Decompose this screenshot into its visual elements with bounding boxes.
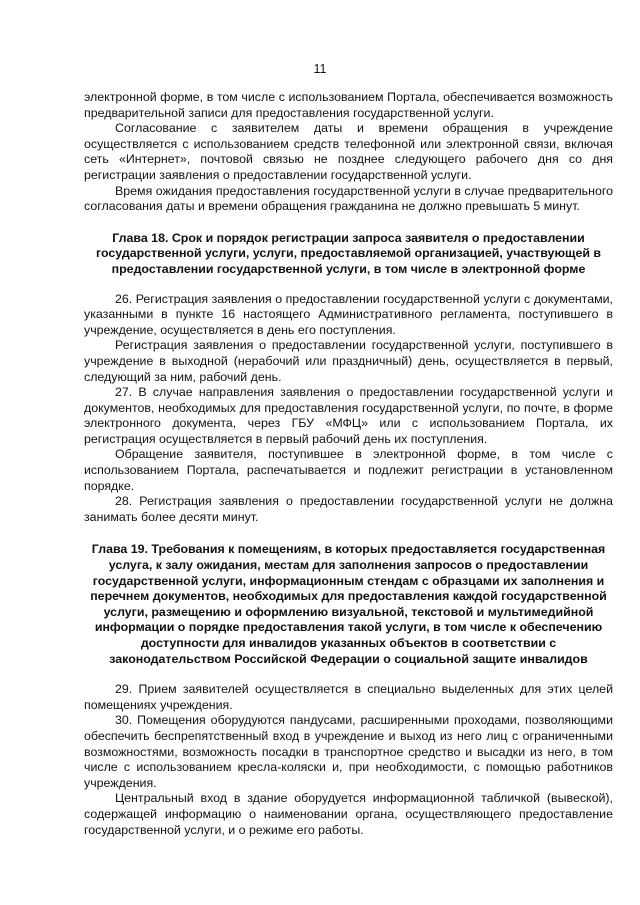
document-body (84, 60, 613, 838)
paragraph: 27. В случае направления заявления о предоставлении государственной услуги и документов, необходимых для предоставления государственной услуги, по почте, в форме электронного документа, через ГБУ «МФЦ» или с использованием Портала, их регистрация осуществляется в первый рабочий день их поступления. (84, 385, 613, 446)
chapter-18-heading: Глава 18. Срок и порядок регистрации запроса заявителя о предоставлении государственной услуги, услуги, предоставляемой организацией, участвующей в предоставлении государственной услуги, в том числе в электронной форме (95, 230, 602, 276)
paragraph: Согласование с заявителем даты и времени обращения в учреждение осуществляется с использованием средств телефонной или электронной связи, включая сеть «Интернет», почтовой связью не позднее следующего рабочего дня со дня регистрации заявления о предоставлении государственной услуги. (84, 121, 613, 182)
paragraph: 28. Регистрация заявления о предоставлении государственной услуги не должна занимать более десяти минут. (84, 494, 613, 524)
paragraph: Регистрация заявления о предоставлении государственной услуги, поступившего в учреждение в выходной (нерабочий или праздничный) день, осуществляется в первый, следующий за ним, рабочий день. (84, 338, 613, 384)
chapter-19-heading: Глава 19. Требования к помещениям, в которых предоставляется государственная услуга, к залу ожидания, местам для заполнения запросов о предоставлении государственной услуги, информационным стендам с образцами их заполнения и перечнем документов, необходимых для предоставления каждой государственной услуги, размещению и оформлению визуальной, текстовой и мультимедийной информации о порядке предоставления такой услуги, в том числе к обеспечению доступности для инвалидов указанных объектов в соответствии с законодательством Российской Федерации о социальной защите инвалидов (90, 542, 607, 666)
paragraph: Обращение заявителя, поступившее в электронной форме, в том числе с использованием Портала, распечатывается и подлежит регистрации в установленном порядке. (84, 447, 613, 493)
paragraph: 26. Регистрация заявления о предоставлении государственной услуги с документами, указанными в пункте 16 настоящего Административного регламента, поступившего в учреждение, осуществляется в день его поступления. (84, 291, 613, 337)
paragraph: 30. Помещения оборудуются пандусами, расширенными проходами, позволяющими обеспечить беспрепятственный вход в учреждение и выход из него лиц с ограниченными возможностями, возможность посадки в транспортное средство и высадки из него, в том числе с использованием кресла-коляски и, при необходимости, с помощью работников учреждения. (84, 713, 613, 790)
paragraph: электронной форме, в том числе с использованием Портала, обеспечивается возможность предварительной записи для предоставления государственной услуги. (84, 90, 613, 120)
paragraph: 29. Прием заявителей осуществляется в специально выделенных для этих целей помещениях учреждения. (84, 682, 613, 712)
paragraph: Время ожидания предоставления государственной услуги в случае предварительного согласования даты и времени обращения гражданина не должно превышать 5 минут. (84, 183, 613, 214)
page-number: 11 (313, 62, 327, 76)
paragraph: Центральный вход в здание оборудуется информационной табличкой (вывеской), содержащей информацию о наименовании органа, осуществляющего предоставление государственной услуги, и о режиме его работы. (84, 791, 613, 837)
